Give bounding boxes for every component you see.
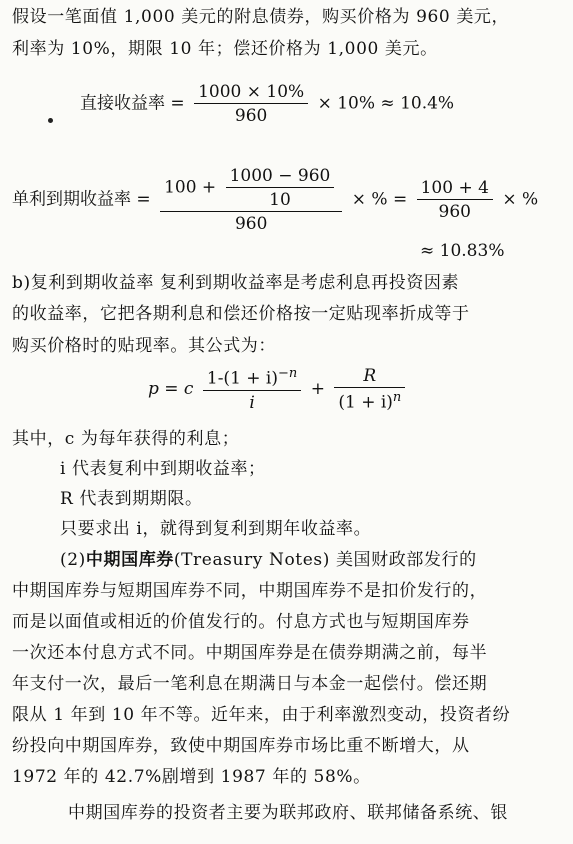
inner-denominator: 10 xyxy=(269,190,291,210)
where-line-1: 其中，c 为每年获得的利息； xyxy=(12,429,240,449)
intro-line-1: 假设一笔面值 1,000 美元的附息债券，购买价格为 960 美元， xyxy=(12,7,510,27)
fraction-annuity xyxy=(203,366,301,413)
section-2-line-4: 一次还本付息方式不同。中期国库券是在债券期满之前，每半 xyxy=(12,643,488,663)
numerator-left: 100 + xyxy=(164,177,217,198)
denominator-2: 960 xyxy=(438,202,471,222)
formula-tail: × 10% ≈ 10.4% xyxy=(317,93,455,114)
numerator-2: R xyxy=(334,366,405,388)
section-b-line-2: 的收益率，它把各期利息和偿还价格按一定贴现率折成等于 xyxy=(12,304,470,324)
section-b-line-3: 购买价格时的贴现率。其公式为： xyxy=(12,336,276,356)
formula-tail: × % xyxy=(502,189,539,210)
formula-result: ≈ 10.83% xyxy=(420,241,505,261)
denominator: 960 xyxy=(234,106,268,126)
denominator-exponent: n xyxy=(392,390,402,405)
fraction xyxy=(194,82,308,126)
section-2-line-6: 限从 1 年到 10 年不等。近年来，由于利率激烈变动，投资者纷 xyxy=(12,705,511,725)
fraction-main xyxy=(160,166,342,234)
denominator-2 xyxy=(334,388,405,413)
section-number: (2) xyxy=(60,550,86,570)
section-2-line-5: 年支付一次，最后一笔利息在期满日与本金一起偿付。偿还期 xyxy=(12,674,488,694)
formula-simple-ytm xyxy=(12,166,538,234)
numerator-2: 100 + 4 xyxy=(417,178,493,200)
numerator-exponent: −n xyxy=(278,366,298,381)
formula-direct-yield xyxy=(80,82,454,126)
denominator: i xyxy=(249,392,255,413)
section-2-line-8: 1972 年的 42.7%剧增到 1987 年的 58%。 xyxy=(12,767,371,787)
plus-sign: + xyxy=(310,378,325,399)
denominator: 960 xyxy=(234,214,268,234)
fraction-inner xyxy=(226,166,335,210)
section-title: 中期国库券 xyxy=(85,550,174,570)
section-2-line-3: 而是以面值或相近的价值发行的。付息方式也与短期国库券 xyxy=(12,612,470,632)
section-b-line-1: b)复利到期收益率 复利到期收益率是考虑利息再投资因素 xyxy=(12,273,460,293)
section-heading-rest: 美国财政部发行的 xyxy=(329,550,477,570)
numerator-base: 1-(1 + i) xyxy=(206,368,279,389)
where-line-2: i 代表复利中到期收益率； xyxy=(60,459,266,479)
formula-compound-ytm xyxy=(148,366,409,413)
section-2-line-9: 中期国库券的投资者主要为联邦政府、联邦储备系统、银 xyxy=(68,803,508,823)
intro-line-2: 利率为 10%，期限 10 年；偿还价格为 1,000 美元。 xyxy=(12,39,438,59)
fraction-redemption xyxy=(334,366,405,413)
section-2-heading xyxy=(60,549,565,571)
section-title-english: (Treasury Notes) xyxy=(173,550,330,570)
formula-mid: × % = xyxy=(351,189,408,210)
denominator-base: (1 + i) xyxy=(338,392,393,413)
bullet-dot xyxy=(48,118,53,123)
where-line-3: R 代表到期期限。 xyxy=(60,489,203,509)
numerator xyxy=(160,166,342,212)
numerator: 1000 × 10% xyxy=(194,82,308,104)
fraction-second xyxy=(417,178,493,222)
where-line-4: 只要求出 i，就得到复利到期年收益率。 xyxy=(60,519,372,539)
formula-lhs: p = c xyxy=(148,378,194,399)
formula-label: 直接收益率 = xyxy=(80,93,185,114)
section-2-line-7: 纷投向中期国库券，致使中期国库券市场比重不断增大，从 xyxy=(12,736,470,756)
inner-numerator: 1000 − 960 xyxy=(226,166,335,188)
formula-label: 单利到期收益率 = xyxy=(12,189,151,210)
section-2-line-2: 中期国库券与短期国库券不同，中期国库券不是扣价发行的， xyxy=(12,581,488,601)
numerator xyxy=(203,366,301,391)
